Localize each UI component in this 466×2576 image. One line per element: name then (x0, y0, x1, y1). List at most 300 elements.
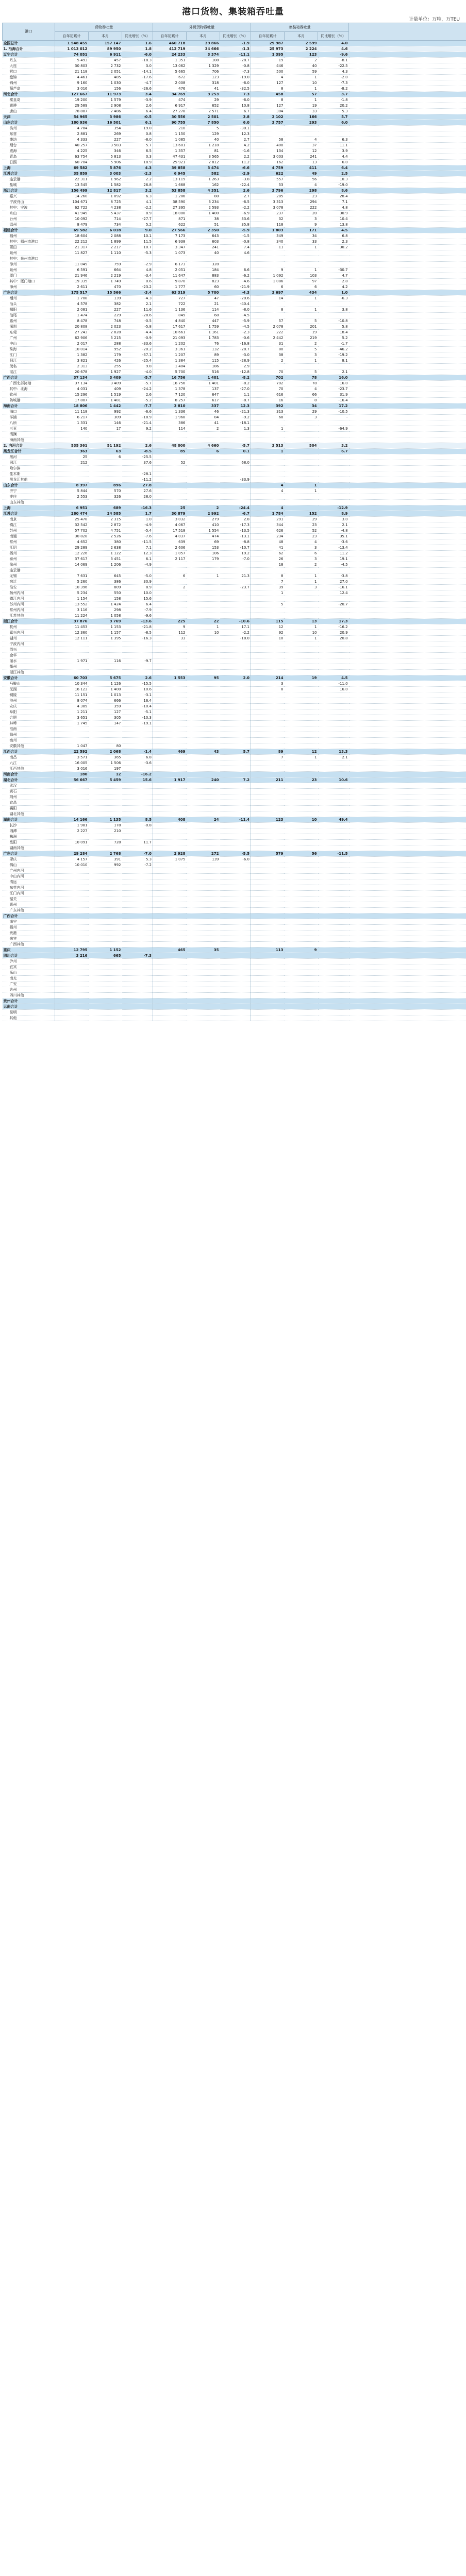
port-throughput-table (2, 23, 466, 1021)
value-cell: 1 263 (187, 177, 220, 182)
value-cell (285, 647, 318, 653)
value-cell: 2 217 (89, 245, 122, 250)
value-cell: 5 234 (55, 590, 89, 596)
value-cell: 392 (251, 403, 285, 409)
value-cell (251, 942, 285, 947)
value-cell: 222 (251, 330, 285, 335)
port-name-cell: 襄阳 (3, 806, 55, 811)
value-cell: 63 754 (55, 154, 89, 160)
spacer-cell (349, 114, 466, 120)
value-cell (187, 919, 220, 925)
value-cell: 186 (187, 364, 220, 369)
value-cell (285, 1004, 318, 1010)
value-cell: 1 395 (89, 636, 122, 641)
value-cell: -28.6 (122, 313, 153, 318)
value-cell (285, 715, 318, 721)
value-cell: 2 599 (285, 41, 318, 46)
value-cell: -11.5 (318, 851, 349, 857)
spacer-cell (349, 777, 466, 783)
spacer-cell (349, 794, 466, 800)
port-name-cell: 丹东 (3, 58, 55, 63)
port-name-cell: 宿迁 (3, 579, 55, 585)
value-cell: 10.1 (122, 233, 153, 239)
value-cell: -3.0 (220, 352, 251, 358)
value-cell: 1 336 (153, 409, 187, 415)
value-cell (285, 806, 318, 811)
value-cell (153, 432, 187, 437)
value-cell: 3 016 (55, 766, 89, 772)
value-cell: 6.0 (220, 120, 251, 126)
value-cell (122, 868, 153, 874)
value-cell: 37 617 (55, 556, 89, 562)
value-cell (285, 500, 318, 505)
value-cell: 2.8 (220, 517, 251, 522)
value-cell (285, 664, 318, 670)
value-cell: 11 (251, 245, 285, 250)
value-cell (122, 885, 153, 891)
value-cell (89, 738, 122, 743)
spacer-cell (349, 704, 466, 709)
value-cell: 16.0 (318, 381, 349, 386)
value-cell: 3 003 (251, 154, 285, 160)
value-cell: -0.8 (122, 823, 153, 828)
header-spacer (349, 23, 466, 41)
value-cell (251, 811, 285, 817)
table-row (3, 811, 466, 817)
port-name-cell: 河北合计 (3, 92, 55, 97)
value-cell (89, 885, 122, 891)
value-cell: 386 (153, 420, 187, 426)
port-name-cell: 安徽其他 (3, 743, 55, 749)
spacer-cell (349, 403, 466, 409)
spacer-cell (349, 477, 466, 483)
value-cell: -0.5 (122, 318, 153, 324)
value-cell (318, 760, 349, 766)
value-cell: 20.2 (318, 103, 349, 109)
value-cell: 11 647 (153, 273, 187, 279)
value-cell (251, 976, 285, 981)
value-cell: -22.4 (220, 182, 251, 188)
value-cell (318, 454, 349, 460)
value-cell: 7 173 (153, 233, 187, 239)
value-cell: 7.3 (220, 92, 251, 97)
value-cell: -4.5 (220, 313, 251, 318)
value-cell: 2 828 (89, 330, 122, 335)
spacer-cell (349, 160, 466, 165)
spacer-cell (349, 296, 466, 301)
value-cell (89, 959, 122, 964)
value-cell (153, 256, 187, 262)
value-cell (153, 726, 187, 732)
value-cell: 3 116 (55, 607, 89, 613)
value-cell: 11 118 (55, 409, 89, 415)
value-cell: -32.5 (220, 86, 251, 92)
port-name-cell: 镇江内河 (3, 596, 55, 602)
spacer-cell (349, 936, 466, 942)
value-cell: 69 (187, 539, 220, 545)
value-cell: 4 351 (187, 188, 220, 194)
value-cell (318, 885, 349, 891)
value-cell (318, 783, 349, 789)
port-name-cell: 贵港 (3, 930, 55, 936)
table-row (3, 993, 466, 998)
value-cell: -30.7 (318, 267, 349, 273)
header-container: 集装箱吞吐量 (251, 23, 349, 32)
value-cell (122, 919, 153, 925)
value-cell (285, 607, 318, 613)
value-cell: 4.0 (318, 41, 349, 46)
spacer-cell (349, 222, 466, 228)
value-cell: 5 844 (55, 488, 89, 494)
value-cell: 7.2 (220, 777, 251, 783)
spacer-cell (349, 120, 466, 126)
value-cell: 46 (187, 409, 220, 415)
value-cell (285, 670, 318, 675)
table-row (3, 573, 466, 579)
table-row (3, 896, 466, 902)
value-cell: -12.9 (318, 505, 349, 511)
value-cell: 11 224 (55, 613, 89, 619)
value-cell: -1.9 (220, 41, 251, 46)
value-cell (251, 925, 285, 930)
value-cell: 1 030 (89, 80, 122, 86)
value-cell: -7.7 (122, 403, 153, 409)
value-cell (285, 466, 318, 471)
value-cell: 9 (153, 624, 187, 630)
value-cell (89, 845, 122, 851)
value-cell (220, 1010, 251, 1015)
value-cell: -6.9 (220, 211, 251, 216)
value-cell (187, 981, 220, 987)
value-cell (55, 885, 89, 891)
value-cell (251, 726, 285, 732)
value-cell: 10 014 (55, 347, 89, 352)
value-cell (318, 500, 349, 505)
value-cell: -18.3 (122, 58, 153, 63)
value-cell (89, 981, 122, 987)
value-cell: 6 (89, 454, 122, 460)
spacer-cell (349, 619, 466, 624)
spacer-cell (349, 947, 466, 953)
value-cell (89, 500, 122, 505)
value-cell: 2 611 (55, 284, 89, 290)
value-cell: 180 (55, 772, 89, 777)
value-cell: 2 (187, 426, 220, 432)
value-cell: 706 (187, 69, 220, 75)
value-cell: 386 (89, 579, 122, 585)
value-cell (55, 970, 89, 976)
value-cell: -5.0 (122, 573, 153, 579)
value-cell: 516 (187, 369, 220, 375)
value-cell (187, 970, 220, 976)
value-cell: -11.0 (318, 681, 349, 687)
port-name-cell: 江西合计 (3, 749, 55, 755)
value-cell (318, 840, 349, 845)
value-cell: 2.6 (220, 188, 251, 194)
value-cell (187, 681, 220, 687)
value-cell: 33.6 (220, 216, 251, 222)
value-cell: 4.2 (220, 143, 251, 148)
value-cell: 16 501 (89, 120, 122, 126)
value-cell (285, 432, 318, 437)
value-cell: -6.0 (220, 80, 251, 86)
value-cell: 3 821 (55, 358, 89, 364)
value-cell: 48 000 (153, 443, 187, 449)
value-cell (122, 732, 153, 738)
value-cell (285, 126, 318, 131)
value-cell: -4.5 (220, 324, 251, 330)
value-cell: 12 (285, 148, 318, 154)
table-row-total (3, 114, 466, 120)
value-cell: 62 906 (55, 335, 89, 341)
spacer-cell (349, 942, 466, 947)
value-cell: 16.0 (318, 687, 349, 692)
value-cell (89, 891, 122, 896)
value-cell: 4 037 (153, 534, 187, 539)
value-cell (220, 596, 251, 602)
table-row (3, 488, 466, 494)
value-cell (89, 879, 122, 885)
port-name-cell: 蚌埠 (3, 721, 55, 726)
spacer-cell (349, 573, 466, 579)
unit-note: 计量单位：万吨，万TEU (409, 17, 460, 22)
value-cell (187, 721, 220, 726)
port-name-cell: 镇江 (3, 522, 55, 528)
value-cell (153, 579, 187, 585)
value-cell (89, 794, 122, 800)
value-cell: 8 (285, 398, 318, 403)
port-name-cell: 常州内河 (3, 607, 55, 613)
port-name-cell: 武汉 (3, 783, 55, 789)
value-cell (122, 964, 153, 970)
value-cell (318, 772, 349, 777)
table-row (3, 437, 466, 443)
value-cell: 4 238 (89, 205, 122, 211)
value-cell: 1 (285, 755, 318, 760)
port-name-cell: 东莞内河 (3, 885, 55, 891)
value-cell (187, 670, 220, 675)
value-cell: 7 631 (55, 573, 89, 579)
value-cell (220, 641, 251, 647)
value-cell (318, 647, 349, 653)
table-row (3, 624, 466, 630)
port-name-cell: 阳江 (3, 358, 55, 364)
value-cell (220, 964, 251, 970)
value-cell: 211 (251, 777, 285, 783)
value-cell: 51 192 (89, 443, 122, 449)
spacer-cell (349, 69, 466, 75)
value-cell (153, 868, 187, 874)
value-cell: 19.0 (122, 126, 153, 131)
table-row (3, 919, 466, 925)
value-cell (55, 670, 89, 675)
spacer-cell (349, 92, 466, 97)
port-name-cell: 泉州 (3, 250, 55, 256)
value-cell: 293 (285, 120, 318, 126)
value-cell: 4 461 (55, 75, 89, 80)
value-cell: 672 (153, 75, 187, 80)
value-cell: 1 481 (89, 398, 122, 403)
value-cell (318, 613, 349, 619)
value-cell: 354 (89, 126, 122, 131)
value-cell: -6.7 (220, 511, 251, 517)
value-cell (187, 896, 220, 902)
value-cell: 17.2 (318, 403, 349, 409)
value-cell: 8 (251, 307, 285, 313)
value-cell: 0.3 (122, 154, 153, 160)
value-cell (187, 964, 220, 970)
value-cell (220, 721, 251, 726)
value-cell: 53 (251, 182, 285, 188)
value-cell: 3.4 (122, 92, 153, 97)
value-cell: -6.6 (122, 409, 153, 415)
port-name-cell: 韶关 (3, 896, 55, 902)
table-row-total (3, 511, 466, 517)
value-cell (318, 891, 349, 896)
value-cell: 3 (285, 585, 318, 590)
value-cell: 6 951 (55, 505, 89, 511)
value-cell (55, 891, 89, 896)
table-row (3, 392, 466, 398)
value-cell (318, 641, 349, 647)
value-cell: 5.3 (318, 109, 349, 114)
value-cell (89, 783, 122, 789)
value-cell (187, 823, 220, 828)
value-cell (122, 879, 153, 885)
table-row (3, 692, 466, 698)
spacer-cell (349, 409, 466, 415)
value-cell (220, 607, 251, 613)
value-cell (285, 426, 318, 432)
table-row-total (3, 619, 466, 624)
value-cell: 2 313 (55, 364, 89, 369)
value-cell (187, 664, 220, 670)
value-cell (251, 256, 285, 262)
value-cell (220, 942, 251, 947)
value-cell: -22.5 (318, 63, 349, 69)
value-cell: 579 (251, 851, 285, 857)
port-name-cell: 九江 (3, 760, 55, 766)
spacer-cell (349, 58, 466, 63)
value-cell: -16.3 (122, 505, 153, 511)
value-cell (122, 664, 153, 670)
value-cell (153, 925, 187, 930)
value-cell (285, 862, 318, 868)
value-cell (187, 772, 220, 777)
value-cell (153, 653, 187, 658)
spacer-cell (349, 41, 466, 46)
value-cell (187, 959, 220, 964)
value-cell: 90 755 (153, 120, 187, 126)
value-cell: 1 404 (153, 364, 187, 369)
value-cell (122, 981, 153, 987)
value-cell (285, 743, 318, 749)
spacer-cell (349, 726, 466, 732)
value-cell: 10 010 (55, 862, 89, 868)
spacer-cell (349, 165, 466, 171)
spacer-cell (349, 454, 466, 460)
value-cell: 11.7 (122, 840, 153, 845)
table-row (3, 137, 466, 143)
value-cell (122, 783, 153, 789)
value-cell: 69 582 (55, 165, 89, 171)
port-name-cell: 徐州 (3, 562, 55, 568)
value-cell: 12.4 (318, 590, 349, 596)
value-cell: -7.2 (122, 862, 153, 868)
value-cell: 210 (153, 126, 187, 131)
port-name-cell: 宜昌 (3, 800, 55, 806)
value-cell: 66 (285, 392, 318, 398)
table-row (3, 341, 466, 347)
value-cell (89, 647, 122, 653)
value-cell: 52 (153, 460, 187, 466)
value-cell (55, 783, 89, 789)
value-cell (187, 488, 220, 494)
spacer-cell (349, 596, 466, 602)
value-cell (220, 976, 251, 981)
table-row-total (3, 228, 466, 233)
value-cell (318, 483, 349, 488)
value-cell (318, 936, 349, 942)
table-row (3, 545, 466, 551)
table-row (3, 324, 466, 330)
value-cell: 39 (251, 585, 285, 590)
value-cell: 2 (285, 562, 318, 568)
value-cell: 175 517 (55, 290, 89, 296)
value-cell: 179 (89, 352, 122, 358)
table-row (3, 681, 466, 687)
table-row (3, 755, 466, 760)
value-cell (318, 568, 349, 573)
value-cell (318, 998, 349, 1004)
value-cell: 15.6 (122, 777, 153, 783)
value-cell (187, 891, 220, 896)
value-cell: 5 459 (89, 777, 122, 783)
value-cell: -8.7 (220, 398, 251, 403)
value-cell: -2.9 (122, 262, 153, 267)
value-cell (251, 998, 285, 1004)
value-cell (153, 488, 187, 494)
spacer-cell (349, 63, 466, 69)
value-cell (251, 874, 285, 879)
value-cell (55, 987, 89, 993)
value-cell (153, 993, 187, 998)
value-cell: 8 257 (153, 398, 187, 403)
value-cell: 5 493 (55, 58, 89, 63)
value-cell: 127 667 (55, 92, 89, 97)
table-row (3, 766, 466, 772)
spacer-cell (349, 647, 466, 653)
port-name-cell: 连云港 (3, 568, 55, 573)
value-cell (251, 840, 285, 845)
value-cell: 35 (187, 947, 220, 953)
table-row (3, 925, 466, 930)
value-cell: 1 968 (153, 415, 187, 420)
table-row (3, 109, 466, 114)
value-cell (187, 806, 220, 811)
value-cell (285, 692, 318, 698)
value-cell: 1 (285, 245, 318, 250)
statistics-table-wrapper (2, 23, 464, 2576)
value-cell (251, 647, 285, 653)
value-cell: 285 (251, 194, 285, 199)
value-cell: 1 057 (153, 551, 187, 556)
port-name-cell: 合肥 (3, 715, 55, 721)
value-cell: 35.8 (220, 222, 251, 228)
value-cell (89, 874, 122, 879)
value-cell: 27 566 (153, 228, 187, 233)
header-port: 港口 (3, 23, 55, 41)
